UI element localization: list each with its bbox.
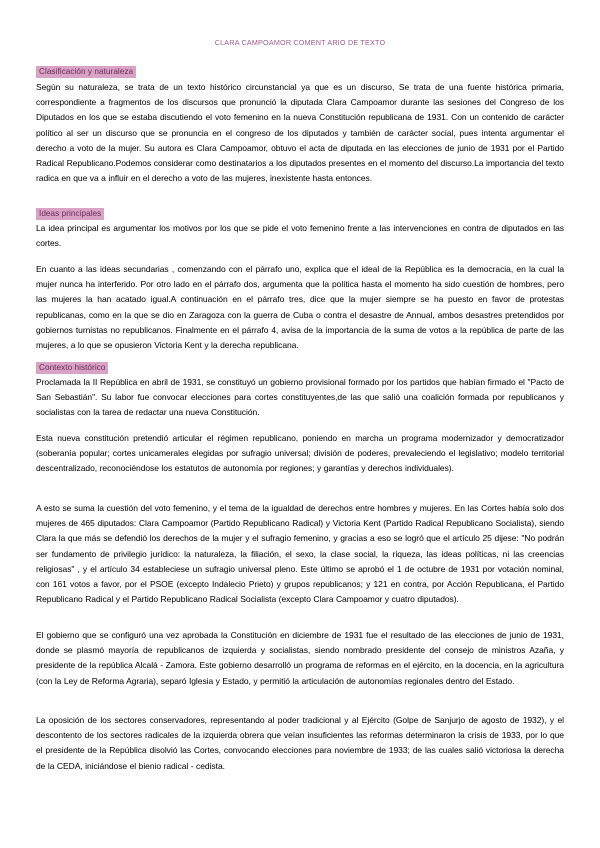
section-heading-clasificacion: Clasificación y naturaleza <box>36 66 136 78</box>
paragraph-clasificacion: Según su naturaleza, se trata de un texto histórico circunstancial ya que es un discurso, Se trata de una fuente histórica primaria, correspondiente a fragmentos de los discursos que pronunció la diputada Clara Campoamor durante las sesiones del Congreso de los Diputados en los que se estaba discutiendo el voto femenino en la nueva Constitución republicana de 1931. Con un contenido de carácter político al ser un discurso que se pronuncia en el congreso de los diputados y también de carácter social, pues intenta argumentar el derecho a voto de la mujer. Su autora es Clara Campoamor, obtuvo el acta de diputada en las elecciones de junio de 1931 por el Partido Radical Republicano.Podemos considerar como destinatarios a los diputados presentes en el momento del discurso.La importancia del texto radica en que va a influir en el derecho a voto de las mujeres, inexistente hasta entonces. <box>36 82 564 184</box>
paragraph-gobierno: El gobierno que se configuró una vez aprobada la Constitución en diciembre de 1931 fue el resultado de las elecciones de junio de 1931, donde se plasmó mayoría de republicanos de izquierda y socialistas, siendo nombrado presidente del consejo de ministros Azaña, y presidente de la república Alcalá - Zamora. Este gobierno desarrolló un programa de reformas en el ejército, en la docencia, en la agricultura (con la Ley de Reforma Agraria), separó Iglesia y Estado, y permitió la articulación de autonomías regionales dentro del Estado. <box>36 630 564 686</box>
paragraph-idea-principal: La idea principal es argumentar los motivos por los que se pide el voto femenino frente a las intervenciones en contra de diputados en las cortes. <box>36 223 564 249</box>
paragraph-voto-femenino: A esto se suma la cuestión del voto femenino, y el tema de la igualdad de derechos entre hombres y mujeres. En las Cortes había solo dos mujeres de 465 diputados: Clara Campoamor (Partido Republicano Radical) y Victoria Kent (Partido Radical Republicano Socialista), siendo Clara la que más se defendió los derechos de la mujer y el sufragio femenino, y gracias a eso se logró que el artículo 25 dijese: "No podrán ser fundamento de privilegio jurídico: la naturaleza, la filiación, el sexo, la clase social, la riqueza, las ideas políticas, ni las creencias religiosas" , y el artículo 34 estableciese un sufragio universal pleno. Este último se aprobó el 1 de octubre de 1931 por votación nominal, con 161 votos a favor, por el PSOE (excepto Indalecio Prieto) y grupos republicanos; y 121 en contra, por Acción Republicana, el Partido Republicano Radical y el Partido Republicano Radical Socialista (excepto Clara Campoamor y cuatro diputados). <box>36 503 564 605</box>
paragraph-proclamacion: Proclamada la II República en abril de 1931, se constituyó un gobierno provisional formado por los partidos que habían firmado el "Pacto de San Sebastián". Su labor fue convocar elecciones para cortes constituyentes,de las que salió una coalición formada por republicanos y socialistas con la tarea de redactar una nueva Constitución. <box>36 377 564 418</box>
paragraph-constitucion: Esta nueva constitución pretendió articular el régimen republicano, poniendo en marcha un programa modernizador y democratizador (soberanía popular; cortes unicamerales elegidas por sufragio universal; división de poderes, prevaleciendo el legislativo; modelo territorial descentralizado, reconociéndose los estatutos de autonomía por regiones; y garantías y derechos individuales). <box>36 433 564 474</box>
paragraph-oposicion: La oposición de los sectores conservadores, representando al poder tradicional y al Ejército (Golpe de Sanjurjo de agosto de 1932), y el descontento de los sectores radicales de la izquierda obrera que veían insuficientes las reformas determinaron la crisis de 1933, por lo que el presidente de la República disolvió las Cortes, convocando elecciones para noviembre de 1933; de las cuales salió victoriosa la derecha de la CEDA, iniciándose el bienio radical - cedista. <box>36 715 564 771</box>
section-heading-ideas: Ideas principales <box>36 208 104 220</box>
section-heading-contexto: Contexto histórico <box>36 362 108 374</box>
paragraph-ideas-secundarias: En cuanto a las ideas secundarias , comenzando con el párrafo uno, explica que el ideal de la República es la democracia, en la cual la mujer nunca ha interferido. Por otro lado en el párrafo dos, argumenta que la política hasta el momento ha sido cuestión de hombres, pero las mujeres la han acatado igual.A continuación en el párrafo tres, dice que la mujer siempre se ha puesto en favor de protestas republicanas, como en la que se dio en Zaragoza con la guerra de Cuba o contra el desastre de Annual, ambos desastres pretendidos por gobiernos turnistas no republicanos. Finalmente en el párrafo 4, avisa de la importancia de la suma de votos a la república de parte de las mujeres, a lo que se opusieron Victoria Kent y la derecha republicana. <box>36 264 564 351</box>
document-title: CLARA CAMPOAMOR COMENT ARIO DE TEXTO <box>214 38 386 47</box>
